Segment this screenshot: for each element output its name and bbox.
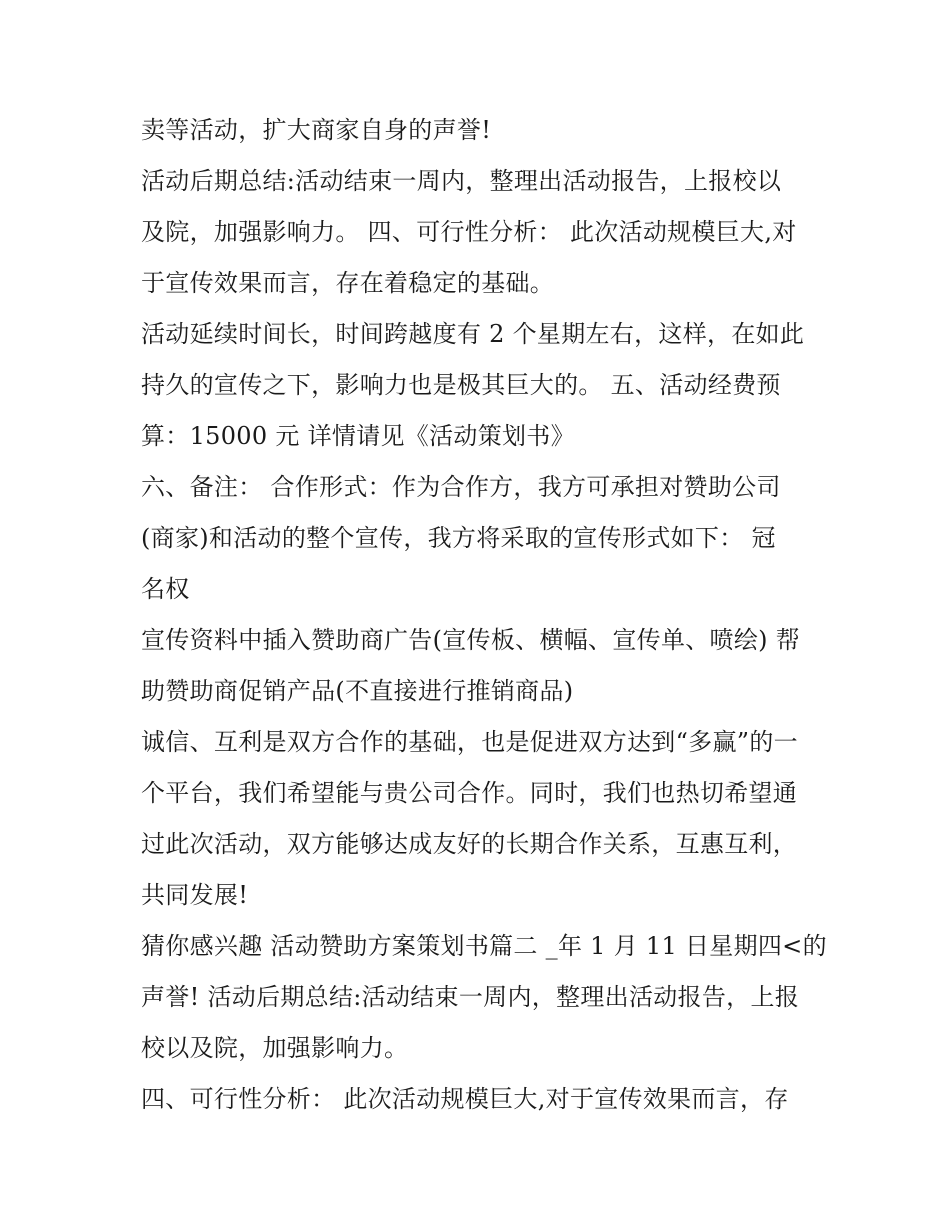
text-line: 猜你感兴趣 活动赞助方案策划书篇二 _年 1 月 11 日星期四<的: [141, 932, 827, 960]
text-line: 卖等活动，扩大商家自身的声誉!: [141, 116, 492, 144]
text-line: 共同发展!: [141, 881, 249, 909]
text-line: 活动后期总结:活动结束一周内，整理出活动报告，上报校以: [141, 167, 782, 195]
text-line: 助赞助商促销产品(不直接进行推销商品): [141, 677, 574, 705]
text-line: 名权: [141, 575, 190, 603]
body-text: [141, 105, 827, 1125]
text-line: 声誉! 活动后期总结:活动结束一周内，整理出活动报告，上报: [141, 983, 800, 1011]
text-line: 六、备注： 合作形式：作为合作方，我方可承担对赞助公司: [141, 473, 781, 501]
text-line: 宣传资料中插入赞助商广告(宣传板、横幅、宣传单、喷绘) 帮: [141, 626, 801, 654]
text-line: 于宣传效果而言，存在着稳定的基础。: [141, 269, 555, 297]
text-line: 持久的宣传之下，影响力也是极其巨大的。 五、活动经费预: [141, 371, 781, 399]
text-line: 及院，加强影响力。 四、可行性分析： 此次活动规模巨大,对: [141, 218, 797, 246]
text-line: 算：15000 元 详情请见《活动策划书》: [141, 422, 575, 450]
text-line: 校以及院，加强影响力。: [141, 1034, 409, 1062]
text-line: 过此次活动，双方能够达成友好的长期合作关系，互惠互利，: [141, 830, 798, 858]
text-line: 四、可行性分析： 此次活动规模巨大,对于宣传效果而言，存: [141, 1085, 789, 1113]
text-line: 活动延续时间长，时间跨越度有 2 个星期左右，这样，在如此: [141, 320, 805, 348]
text-line: 诚信、互利是双方合作的基础，也是促进双方达到“多赢”的一: [141, 728, 798, 756]
text-line: 个平台，我们希望能与贵公司合作。同时，我们也热切希望通: [141, 779, 798, 807]
text-line: (商家)和活动的整个宣传，我方将采取的宣传形式如下： 冠: [141, 524, 776, 552]
